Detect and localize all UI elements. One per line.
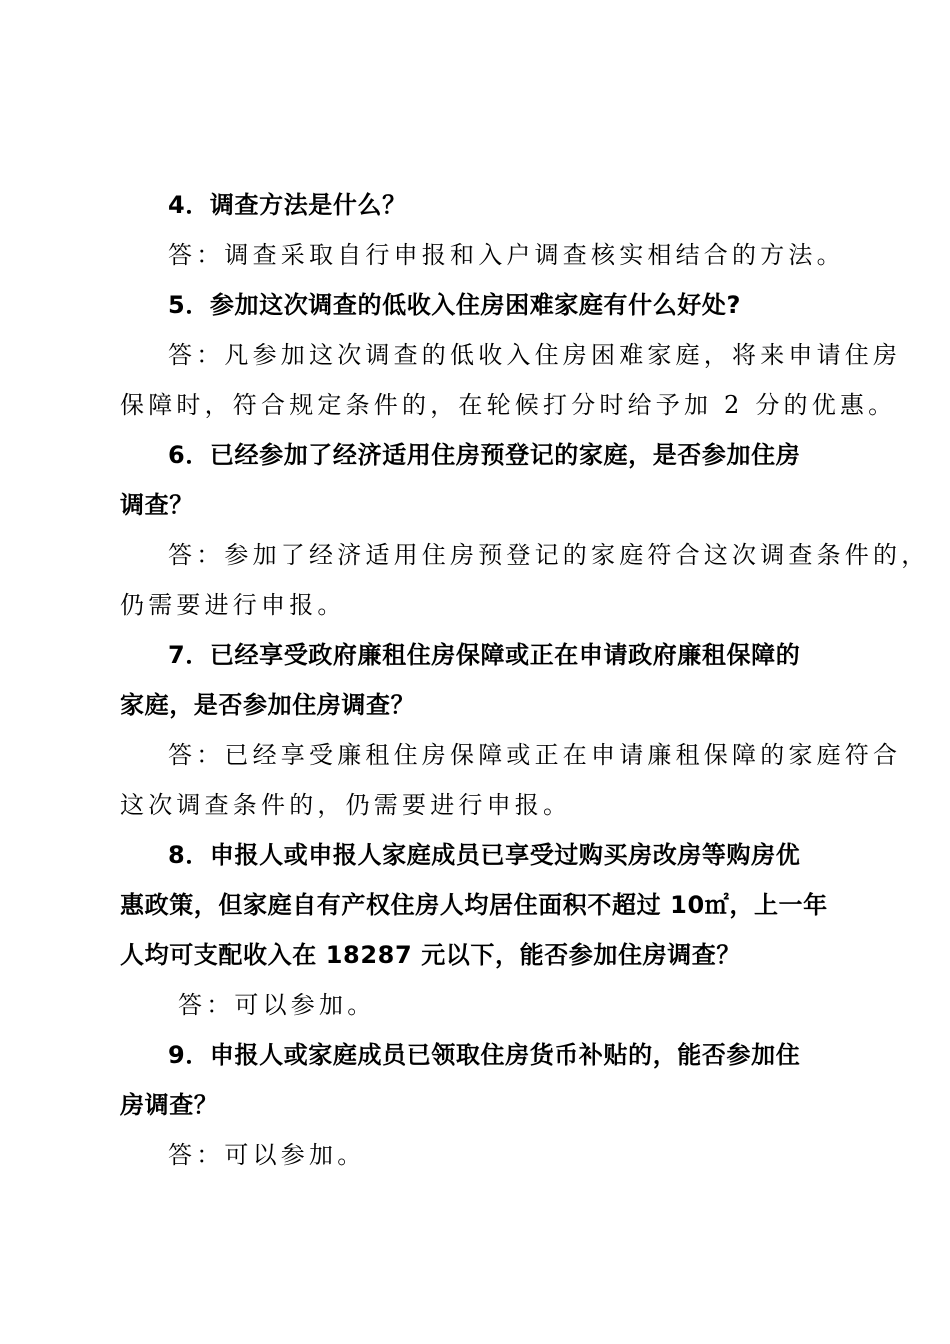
q7-answer-line-1: 答：已经享受廉租住房保障或正在申请廉租保障的家庭符合 xyxy=(168,741,902,769)
q6-answer-line-2: 仍需要进行申报。 xyxy=(120,591,346,619)
q6-answer-line-1: 答：参加了经济适用住房预登记的家庭符合这次调查条件的， xyxy=(168,541,930,569)
q8-question-line-3: 人均可支配收入在 18287 元以下，能否参加住房调查？ xyxy=(120,941,742,969)
q5-answer-line-2: 保障时，符合规定条件的，在轮候打分时给予加 2 分的优惠。 xyxy=(120,391,897,419)
q7-question-line-1: 7．已经享受政府廉租住房保障或正在申请政府廉租保障的 xyxy=(168,641,801,669)
q6-question-line-1: 6．已经参加了经济适用住房预登记的家庭，是否参加住房 xyxy=(168,441,801,469)
q8-question-line-2: 惠政策，但家庭自有产权住房人均居住面积不超过 10㎡，上一年 xyxy=(120,891,828,919)
q9-question-line-2: 房调查？ xyxy=(120,1091,219,1119)
q4-answer: 答：调查采取自行申报和入户调查核实相结合的方法。 xyxy=(168,241,845,269)
q9-question-line-1: 9．申报人或家庭成员已领取住房货币补贴的，能否参加住 xyxy=(168,1041,801,1069)
q5-answer-line-1: 答：凡参加这次调查的低收入住房困难家庭，将来申请住房 xyxy=(168,341,902,369)
q4-question: 4．调查方法是什么？ xyxy=(168,191,407,219)
q8-question-line-1: 8．申报人或申报人家庭成员已享受过购买房改房等购房优 xyxy=(168,841,801,869)
q5-question: 5．参加这次调查的低收入住房困难家庭有什么好处? xyxy=(168,291,742,319)
q7-answer-line-2: 这次调查条件的，仍需要进行申报。 xyxy=(120,791,572,819)
q6-question-line-2: 调查？ xyxy=(120,491,194,519)
q9-answer: 答：可以参加。 xyxy=(168,1141,366,1169)
q8-answer: 答：可以参加。 xyxy=(178,991,376,1019)
q7-question-line-2: 家庭，是否参加住房调查？ xyxy=(120,691,416,719)
